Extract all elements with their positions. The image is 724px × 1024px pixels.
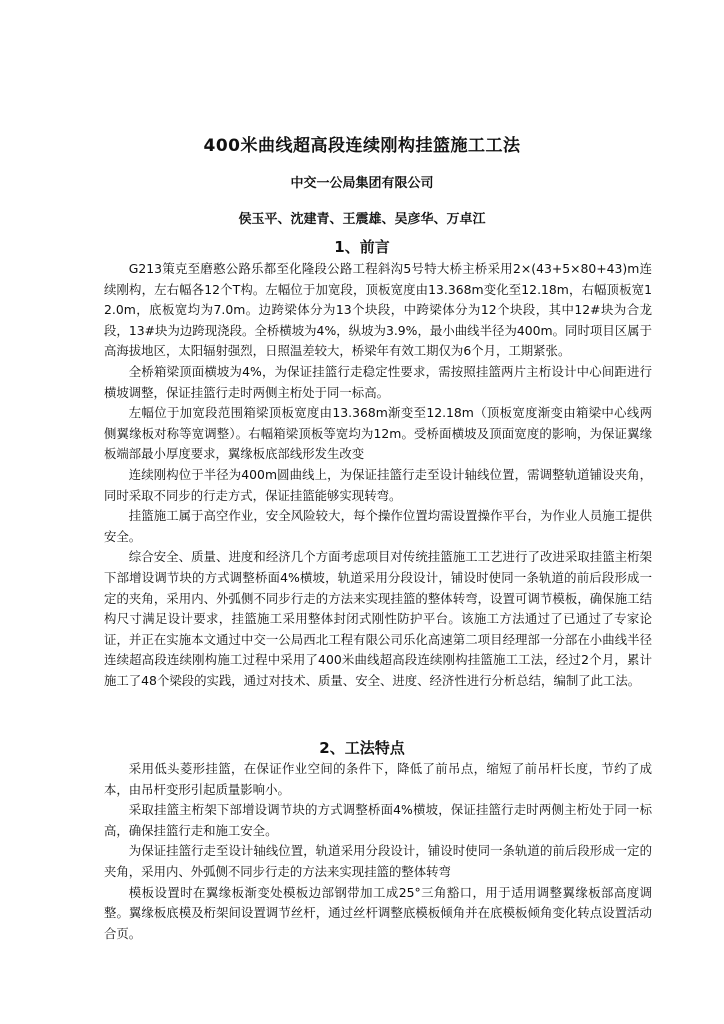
section-features-body	[104, 759, 652, 944]
paragraph: 为保证挂篮行走至设计轴线位置，轨道采用分段设计，铺设时使同一条轨道的前后段形成一定的夹角，采用内、外弧侧不同步行走的方法来实现挂篮的整体转弯	[104, 843, 652, 879]
authors: 侯玉平、沈建青、王震雄、吴彦华、万卓江	[238, 212, 486, 227]
paragraph: 采用低头菱形挂篮，在保证作业空间的条件下，降低了前吊点，缩短了前吊杆长度，节约了成本，由吊杆变形引起质量影响小。	[104, 761, 652, 797]
paragraph: G213策克至磨憨公路乐都至化隆段公路工程斜沟5号特大桥主桥采用2×(43+5×80+43)m连续刚构，左右幅各12个T构。左幅位于加宽段，顶板宽度由13.368m变化至12.18m，右幅顶板宽12.0m，底板宽均为7.0m。边跨梁体分为13个块段，中跨梁体分为12个块段，其中12#块为合龙段，13#块为边跨现浇段。全桥横坡为4%，纵坡为3.9%，最小曲线半径为400m。同时项目区属于高海拔地区，太阳辐射强烈，日照温差较大，桥梁年有效工期仅为6个月，工期紧张。	[104, 261, 652, 359]
section-introduction-body	[104, 259, 652, 691]
organization: 中交一公局集团有限公司	[290, 176, 434, 191]
paragraph: 连续刚构位于半径为400m圆曲线上，为保证挂篮行走至设计轴线位置，需调整轨道铺设夹角，同时采取不同步的行走方式，保证挂篮能够实现转弯。	[104, 466, 652, 503]
paragraph: 综合安全、质量、进度和经济几个方面考虑项目对传统挂篮施工工艺进行了改进采取挂篮主桁架下部增设调节块的方式调整桥面4%横坡，轨道采用分段设计，铺设时使同一条轨道的前后段形成一定的夹角，采用内、外弧侧不同步行走的方法来实现挂篮的整体转弯，设置可调节模板，确保施工结构尺寸满足设计要求，挂篮施工采用整体封闭式刚性防护平台。该施工方法通过了已通过了专家论证，并正在实施本文通过中交一公局西北工程有限公司乐化高速第二项目经理部一分部在小曲线半径连续超高段连续刚构施工过程中采用了400米曲线超高段连续刚构挂篮施工工法，经过2个月，累计施工了48个梁段的实践，通过对技术、质量、安全、进度、经济性进行分析总结，编制了此工法。	[104, 549, 652, 688]
section-heading-introduction: 1、前言	[334, 238, 390, 256]
paragraph: 全桥箱梁顶面横坡为4%，为保证挂篮行走稳定性要求，需按照挂篮两片主桁设计中心间距进行横坡调整，保证挂篮行走时两侧主桁处于同一标高。	[104, 363, 652, 400]
paragraph: 采取挂篮主桁架下部增设调节块的方式调整桥面4%横坡，保证挂篮行走时两侧主桁处于同一标高，确保挂篮行走和施工安全。	[104, 802, 652, 838]
paragraph: 模板设置时在翼缘板渐变处模板边部钢带加工成25°三角豁口，用于适用调整翼缘板部高度调整。翼缘板底模及桁架间设置调节丝杆，通过丝杆调整底模板倾角并在底模板倾角变化转点设置活动合页。	[104, 884, 652, 941]
document-title: 400米曲线超高段连续刚构挂篮施工工法	[203, 136, 521, 156]
section-heading-features: 2、工法特点	[319, 739, 405, 757]
paragraph: 左幅位于加宽段范围箱梁顶板宽度由13.368m渐变至12.18m（顶板宽度渐变由箱梁中心线两侧翼缘板对称等宽调整）。右幅箱梁顶板等宽均为12m。受桥面横坡及顶面宽度的影响，为保证翼缘板端部最小厚度要求，翼缘板底部线形发生改变	[104, 405, 652, 462]
paragraph: 挂篮施工属于高空作业，安全风险较大，每个操作位置均需设置操作平台，为作业人员施工提供安全。	[104, 508, 652, 544]
